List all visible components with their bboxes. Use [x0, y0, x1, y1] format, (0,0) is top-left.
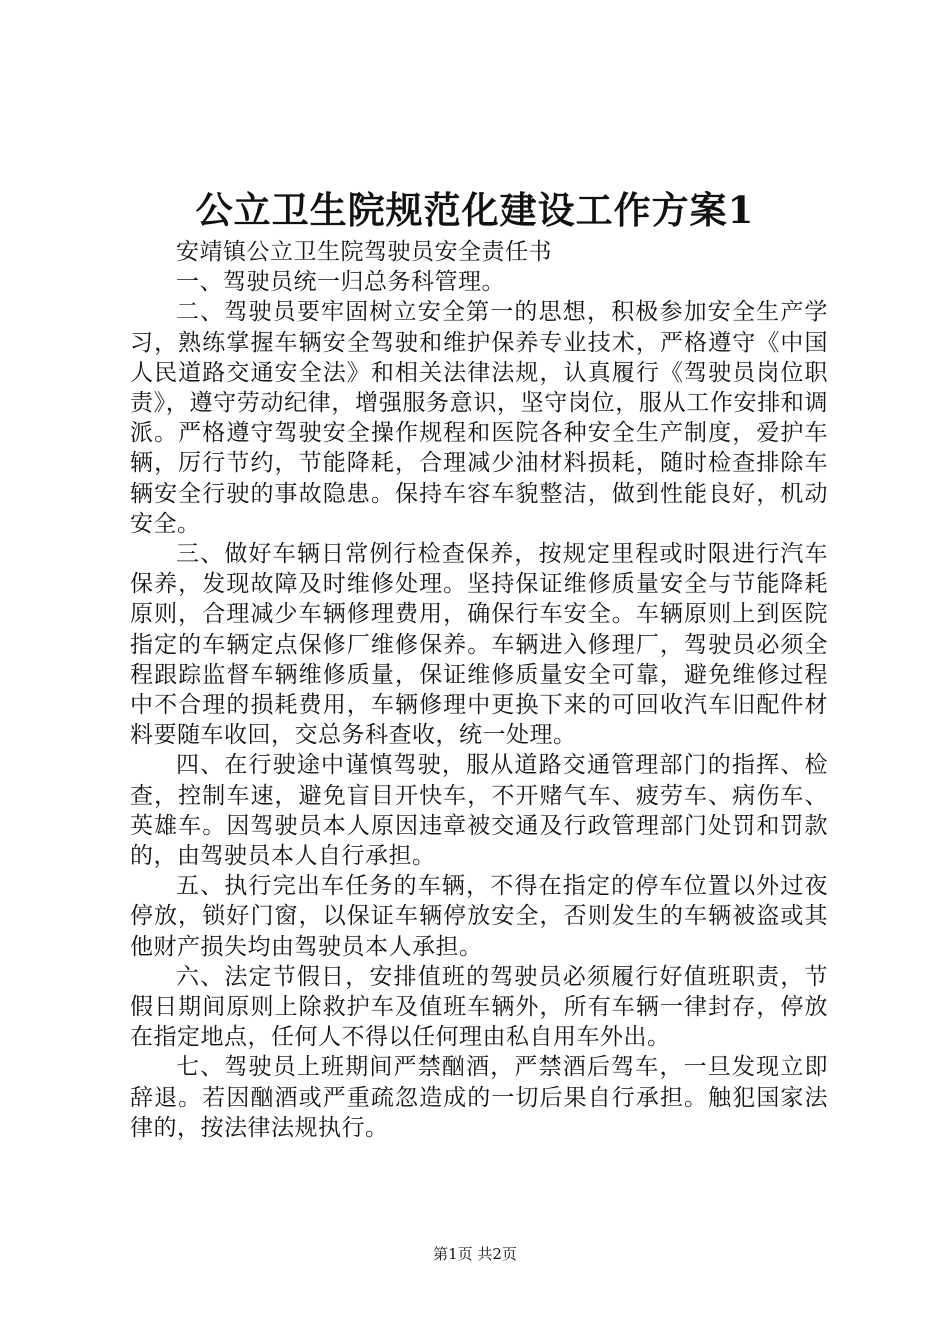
paragraph-7: 七、驾驶员上班期间严禁酗酒，严禁酒后驾车，一旦发现立即辞退。若因酗酒或严重疏忽造成的一切后果自行承担。触犯国家法律的，按法律法规执行。 [130, 1054, 828, 1141]
paragraph-3: 三、做好车辆日常例行检查保养，按规定里程或时限进行汽车保养，发现故障及时维修处理。坚持保证维修质量安全与节能降耗原则，合理减少车辆修理费用，确保行车安全。车辆原则上到医院指定的车辆定点保修厂维修保养。车辆进入修理厂，驾驶员必须全程跟踪监督车辆维修质量，保证维修质量安全可靠，避免维修过程中不合理的损耗费用，车辆修理中更换下来的可回收汽车旧配件材料要随车收回，交总务科查收，统一处理。 [130, 541, 828, 749]
page-footer: 第1页 共2页 [433, 1245, 517, 1263]
document-body [130, 237, 828, 1143]
paragraph-6: 六、法定节假日，安排值班的驾驶员必须履行好值班职责，节假日期间原则上除救护车及值班车辆外，所有车辆一律封存，停放在指定地点，任何人不得以任何理由私自用车外出。 [130, 963, 828, 1051]
paragraph-2: 二、驾驶员要牢固树立安全第一的思想，积极参加安全生产学习，熟练掌握车辆安全驾驶和维护保养专业技术，严格遵守《中国人民道路交通安全法》和相关法律法规，认真履行《驾驶员岗位职责》，遵守劳动纪律，增强服务意识，坚守岗位，服从工作安排和调派。严格遵守驾驶安全操作规程和医院各种安全生产制度，爱护车辆，厉行节约，节能降耗，合理减少油材料损耗，随时检查排除车辆安全行驶的事故隐患。保持车容车貌整洁，做到性能良好，机动安全。 [130, 299, 828, 537]
paragraph-5: 五、执行完出车任务的车辆，不得在指定的停车位置以外过夜停放，锁好门窗，以保证车辆停放安全，否则发生的车辆被盗或其他财产损失均由驾驶员本人承担。 [130, 873, 828, 960]
paragraph-4: 四、在行驶途中谨慎驾驶，服从道路交通管理部门的指挥、检查，控制车速，避免盲目开快车，不开赌气车、疲劳车、病伤车、英雄车。因驾驶员本人原因违章被交通及行政管理部门处罚和罚款的，由驾驶员本人自行承担。 [130, 752, 828, 870]
paragraph-1: 一、驾驶员统一归总务科管理。 [176, 269, 505, 296]
document-subtitle: 安靖镇公立卫生院驾驶员安全责任书 [176, 239, 552, 265]
document-title: 公立卫生院规范化建设工作方案1 [195, 188, 755, 232]
